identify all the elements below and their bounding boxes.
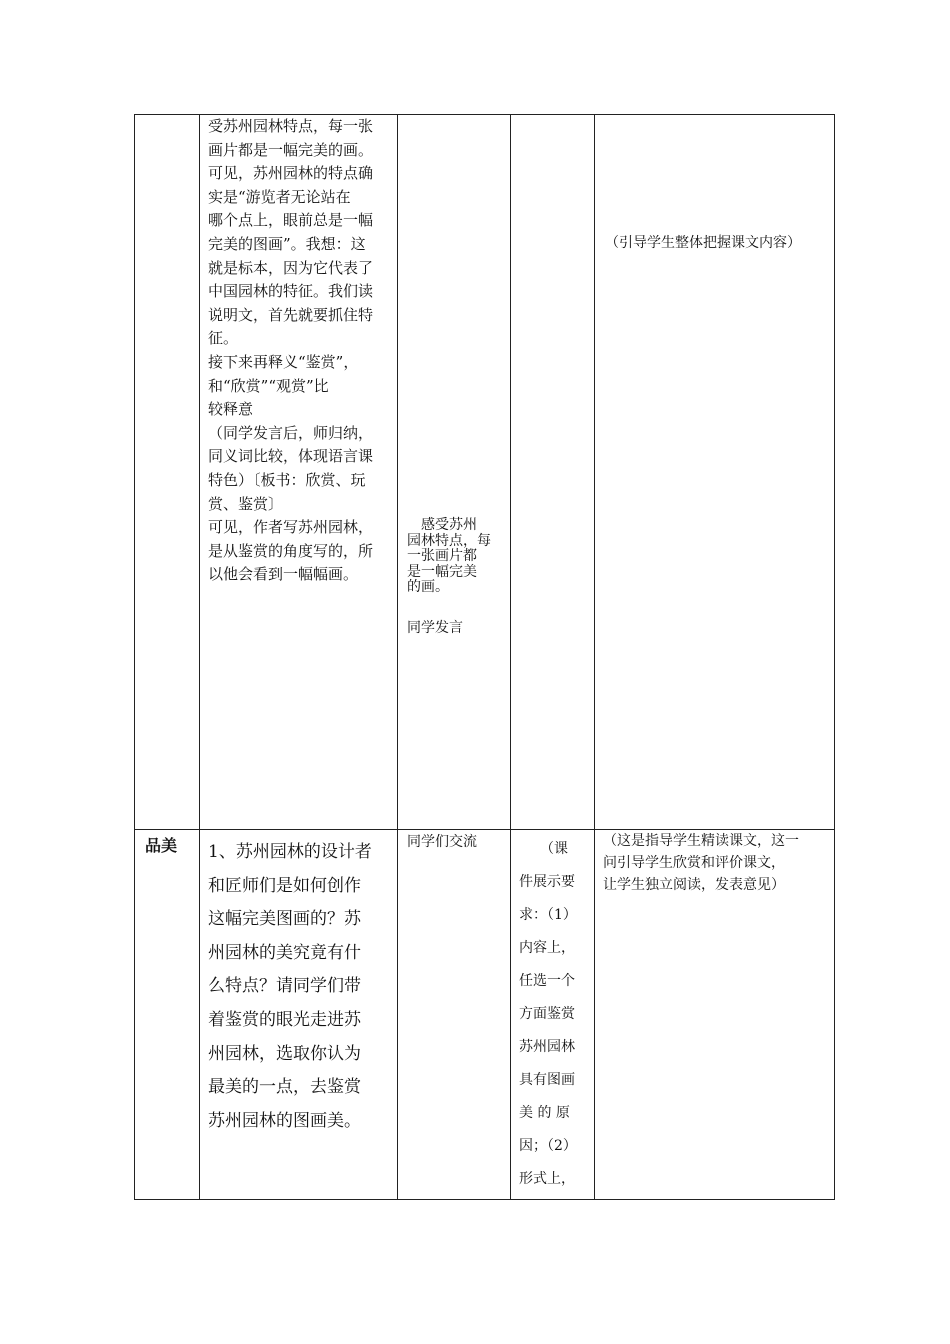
row2-student-activity-cell bbox=[398, 830, 511, 1200]
row2-intent-cell bbox=[595, 830, 835, 1200]
row1-student-activity-text: 感受苏州 园林特点，每 一张画片都 是一幅完美 的画。 bbox=[407, 517, 491, 595]
row2-media-cell bbox=[511, 830, 595, 1200]
row2-intent-text: （这是指导学生精读课文，这一 问引导学生欣赏和评价课文， 让学生独立阅读，发表意见） bbox=[603, 833, 799, 893]
row2-media-text: （课 件展示要 求：（1） 内容上， 任选一个 方面鉴赏 苏州园林 具有图画 美 的 原 因；（2） 形式上， bbox=[519, 841, 577, 1187]
row2-teacher-activity-text: 1、苏州园林的设计者 和匠师们是如何创作 这幅完美图画的？苏 州园林的美究竟有什 么特点？请同学们带 着鉴赏的眼光走进苏 州园林，选取你认为 最美的一点，去鉴赏 苏州园林的图画美。 bbox=[208, 842, 372, 1131]
row1-teacher-activity-cell bbox=[200, 115, 398, 830]
row1-intent-text: （引导学生整体把握课文内容） bbox=[605, 235, 801, 251]
row1-student-activity-cell bbox=[398, 115, 511, 830]
row1-teacher-activity-text: 受苏州园林特点，每一张 画片都是一幅完美的画。 可见，苏州园林的特点确 实是“游览者无论站在 哪个点上，眼前总是一幅 完美的图画”。我想：这 就是标本，因为它代表了 中国园林的特征。我们读 说明文，首先就要抓住特 征。 接下来再释义“鉴赏”， 和“欣赏”“观赏”比 较释意 （同学发言后，师归纳， 同义词比较，体现语言课 特色）〔板书：欣赏、玩 赏、鉴赏〕 可见，作者写苏州园林， 是从鉴赏的角度写的，所 以他会看到一幅幅画。 bbox=[208, 117, 374, 584]
row2-student-activity-text: 同学们交流 bbox=[407, 834, 477, 850]
table-row bbox=[135, 115, 835, 830]
row2-stage-text: 品美 bbox=[145, 836, 178, 855]
row1-stage-cell bbox=[135, 115, 200, 830]
row1-student-activity-subtext: 同学发言 bbox=[407, 619, 463, 636]
lesson-plan-table bbox=[134, 114, 835, 1200]
row2-teacher-activity-cell bbox=[200, 830, 398, 1200]
row1-intent-cell bbox=[595, 115, 835, 830]
table-row bbox=[135, 830, 835, 1200]
row1-media-cell bbox=[511, 115, 595, 830]
row2-stage-cell bbox=[135, 830, 200, 1200]
